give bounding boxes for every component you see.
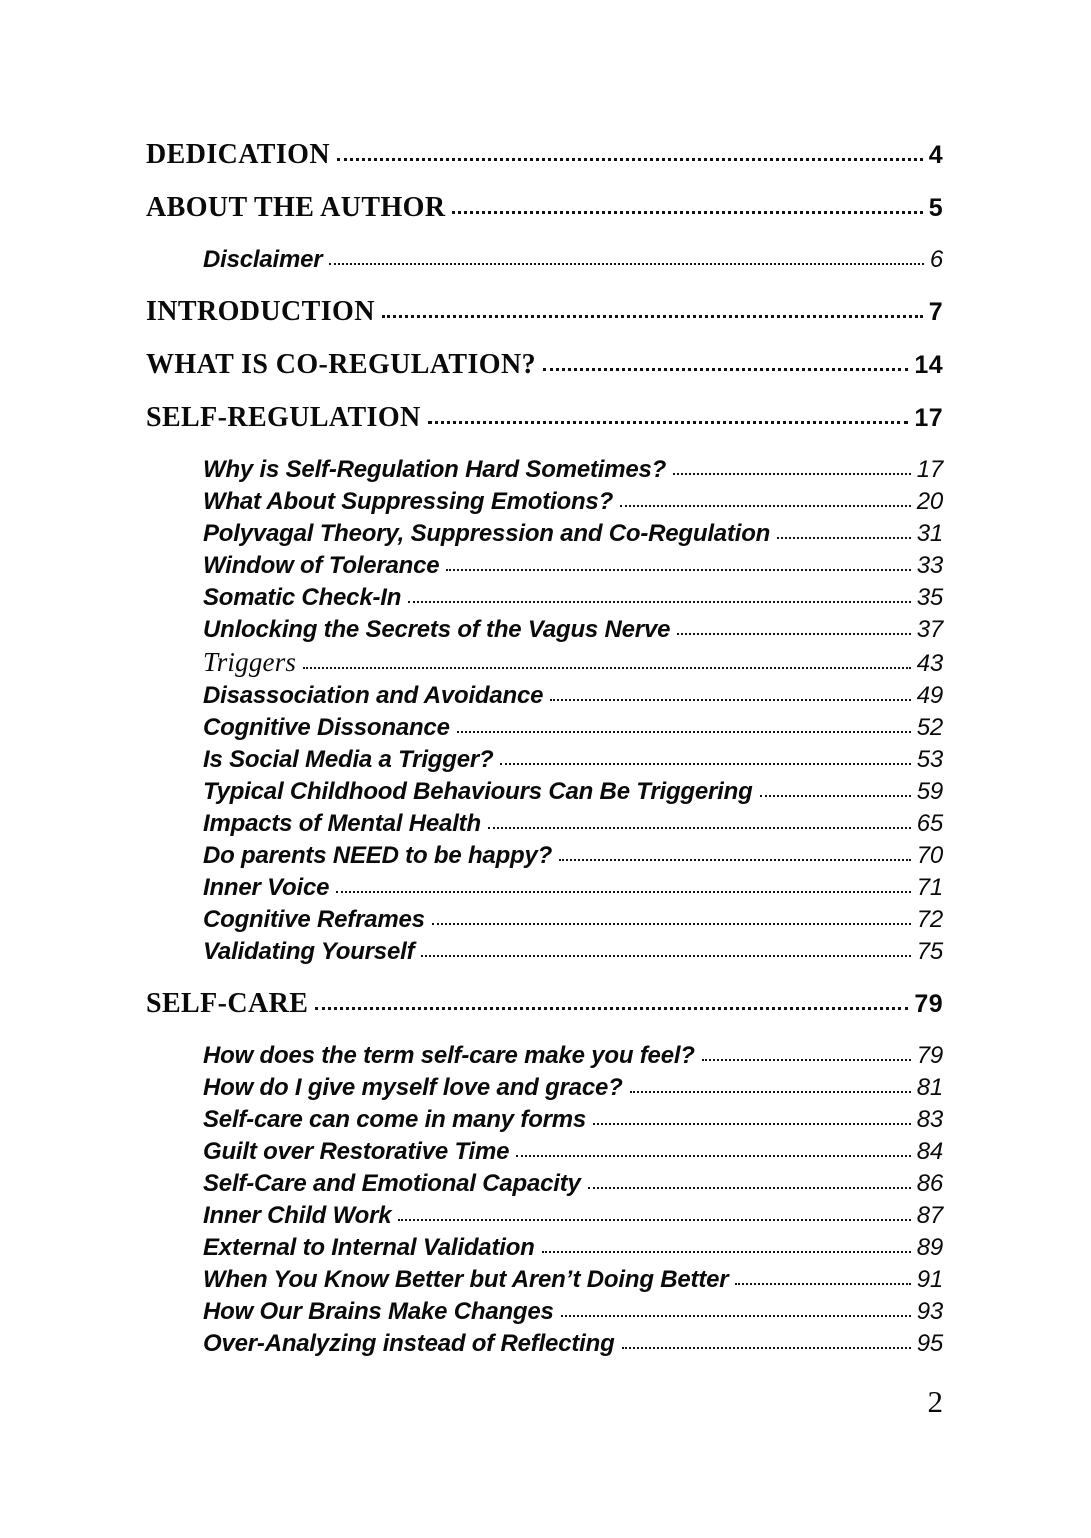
toc-entry-title: Triggers — [203, 647, 297, 677]
toc-entry-page: 91 — [916, 1266, 943, 1293]
toc-entry — [146, 808, 943, 840]
toc-entry-title: When You Know Better but Aren’t Doing Better — [203, 1266, 729, 1293]
dot-leader — [677, 633, 910, 635]
toc-entry-title: Inner Child Work — [203, 1202, 392, 1229]
toc-entry — [146, 1104, 943, 1136]
toc-entry-title: Is Social Media a Trigger? — [203, 746, 494, 773]
dot-leader — [622, 1347, 911, 1349]
dot-leader — [550, 699, 910, 701]
toc-entry-page: 65 — [916, 810, 943, 837]
dot-leader — [446, 569, 910, 571]
dot-leader — [457, 731, 911, 733]
toc-entry-page: 4 — [928, 141, 943, 169]
toc-entry-title: How do I give myself love and grace? — [203, 1074, 623, 1101]
page-number: 2 — [927, 1384, 943, 1419]
toc-entry-title: Self-Care and Emotional Capacity — [203, 1170, 581, 1197]
toc-entry — [146, 191, 943, 225]
dot-leader — [432, 923, 911, 925]
toc-entry-title: How does the term self-care make you feel? — [203, 1042, 695, 1069]
toc-entry — [146, 646, 943, 680]
toc-entry-page: 35 — [916, 584, 943, 611]
toc-entry-title: How Our Brains Make Changes — [203, 1298, 554, 1325]
dot-leader — [543, 368, 908, 371]
toc-entry — [146, 138, 943, 172]
toc-entry-page: 87 — [916, 1202, 943, 1229]
toc-entry-title: External to Internal Validation — [203, 1234, 535, 1261]
dot-leader — [542, 1251, 911, 1253]
toc-entry-page: 37 — [916, 616, 943, 643]
toc-entry-page: 79 — [914, 990, 943, 1018]
dot-leader — [593, 1123, 911, 1125]
toc-entry-page: 86 — [916, 1170, 943, 1197]
toc-entry — [146, 1136, 943, 1168]
toc-entry-title: INTRODUCTION — [146, 296, 375, 327]
dot-leader — [588, 1187, 911, 1189]
dot-leader — [398, 1219, 910, 1221]
dot-leader — [408, 601, 911, 603]
dot-leader — [500, 763, 910, 765]
dot-leader — [303, 667, 911, 669]
toc-entry-page: 81 — [916, 1074, 943, 1101]
toc-entry — [146, 582, 943, 614]
dot-leader — [673, 473, 911, 475]
dot-leader — [488, 827, 911, 829]
toc-entry — [146, 295, 943, 329]
toc-entry-page: 59 — [916, 778, 943, 805]
toc-entry — [146, 1168, 943, 1200]
dot-leader — [329, 263, 923, 265]
dot-leader — [630, 1091, 911, 1093]
toc-entry — [146, 776, 943, 808]
toc-entry-title: ABOUT THE AUTHOR — [146, 192, 446, 223]
toc-entry-page: 84 — [916, 1138, 943, 1165]
toc-entry — [146, 486, 943, 518]
toc-entry-title: Unlocking the Secrets of the Vagus Nerve — [203, 616, 671, 643]
toc-entry — [146, 936, 943, 968]
dot-leader — [559, 859, 911, 861]
toc-entry-page: 70 — [916, 842, 943, 869]
dot-leader — [336, 891, 910, 893]
toc-entry-title: Cognitive Reframes — [203, 906, 425, 933]
toc-entry-title: Inner Voice — [203, 874, 330, 901]
toc-entry-page: 89 — [916, 1234, 943, 1261]
toc-entry — [146, 550, 943, 582]
toc-entry — [146, 1328, 943, 1360]
toc-entry — [146, 680, 943, 712]
dot-leader — [315, 1007, 908, 1010]
toc-entry — [146, 401, 943, 435]
toc-entry-page: 72 — [916, 906, 943, 933]
toc-entry — [146, 454, 943, 486]
toc-entry-page: 53 — [916, 746, 943, 773]
toc-entry — [146, 1296, 943, 1328]
toc-entry-title: Polyvagal Theory, Suppression and Co-Regulation — [203, 520, 771, 547]
toc-entry — [146, 987, 943, 1021]
toc-entry-title: What About Suppressing Emotions? — [203, 488, 614, 515]
dot-leader — [382, 315, 923, 318]
dot-leader — [702, 1059, 911, 1061]
toc-entry-title: Typical Childhood Behaviours Can Be Triggering — [203, 778, 753, 805]
toc-entry-title: Impacts of Mental Health — [203, 810, 481, 837]
toc-entry-title: SELF-REGULATION — [146, 402, 421, 433]
dot-leader — [516, 1155, 910, 1157]
toc-entry-page: 33 — [916, 552, 943, 579]
dot-leader — [421, 955, 910, 957]
toc-entry-page: 31 — [916, 520, 943, 547]
toc-entry-title: Guilt over Restorative Time — [203, 1138, 510, 1165]
toc-entry-page: 17 — [916, 456, 943, 483]
toc-entry-page: 95 — [916, 1330, 943, 1357]
toc-entry — [146, 1200, 943, 1232]
dot-leader — [777, 537, 911, 539]
toc-entry-page: 6 — [929, 246, 943, 273]
toc-entry-title: Disassociation and Avoidance — [203, 682, 544, 709]
toc-entry-title: Cognitive Dissonance — [203, 714, 450, 741]
toc-entry-page: 83 — [916, 1106, 943, 1133]
toc-entry-page: 49 — [916, 682, 943, 709]
toc-entry — [146, 614, 943, 646]
toc-entry-page: 43 — [916, 650, 943, 677]
dot-leader — [735, 1283, 910, 1285]
toc-entry-title: Do parents NEED to be happy? — [203, 842, 553, 869]
toc-entry-title: Self-care can come in many forms — [203, 1106, 587, 1133]
toc-entry — [146, 840, 943, 872]
dot-leader — [428, 421, 909, 424]
toc-entry — [146, 244, 943, 276]
toc-entry — [146, 348, 943, 382]
toc-entry-title: WHAT IS CO-REGULATION? — [146, 349, 536, 380]
table-of-contents — [146, 138, 943, 1360]
toc-entry — [146, 872, 943, 904]
toc-entry-title: Validating Yourself — [203, 938, 415, 965]
dot-leader — [561, 1315, 911, 1317]
toc-entry-title: SELF-CARE — [146, 988, 309, 1019]
toc-entry-page: 79 — [916, 1042, 943, 1069]
toc-entry-page: 52 — [916, 714, 943, 741]
toc-entry-page: 5 — [928, 194, 943, 222]
toc-entry-page: 93 — [916, 1298, 943, 1325]
toc-entry-page: 17 — [914, 404, 943, 432]
toc-entry-title: Disclaimer — [203, 246, 323, 273]
toc-entry-title: Somatic Check-In — [203, 584, 402, 611]
toc-entry-title: Over-Analyzing instead of Reflecting — [203, 1330, 615, 1357]
dot-leader — [620, 505, 911, 507]
toc-entry-page: 14 — [914, 351, 943, 379]
toc-entry — [146, 1072, 943, 1104]
toc-entry-page: 71 — [916, 874, 943, 901]
toc-entry-page: 7 — [928, 298, 943, 326]
toc-entry — [146, 1040, 943, 1072]
toc-entry-page: 75 — [916, 938, 943, 965]
toc-entry-title: DEDICATION — [146, 139, 330, 170]
toc-entry-title: Why is Self-Regulation Hard Sometimes? — [203, 456, 667, 483]
dot-leader — [760, 795, 911, 797]
toc-entry — [146, 744, 943, 776]
toc-entry — [146, 904, 943, 936]
dot-leader — [452, 211, 922, 214]
toc-entry — [146, 1264, 943, 1296]
toc-entry-page: 20 — [916, 488, 943, 515]
dot-leader — [337, 158, 923, 161]
toc-entry — [146, 712, 943, 744]
toc-entry — [146, 518, 943, 550]
toc-entry-title: Window of Tolerance — [203, 552, 440, 579]
toc-entry — [146, 1232, 943, 1264]
